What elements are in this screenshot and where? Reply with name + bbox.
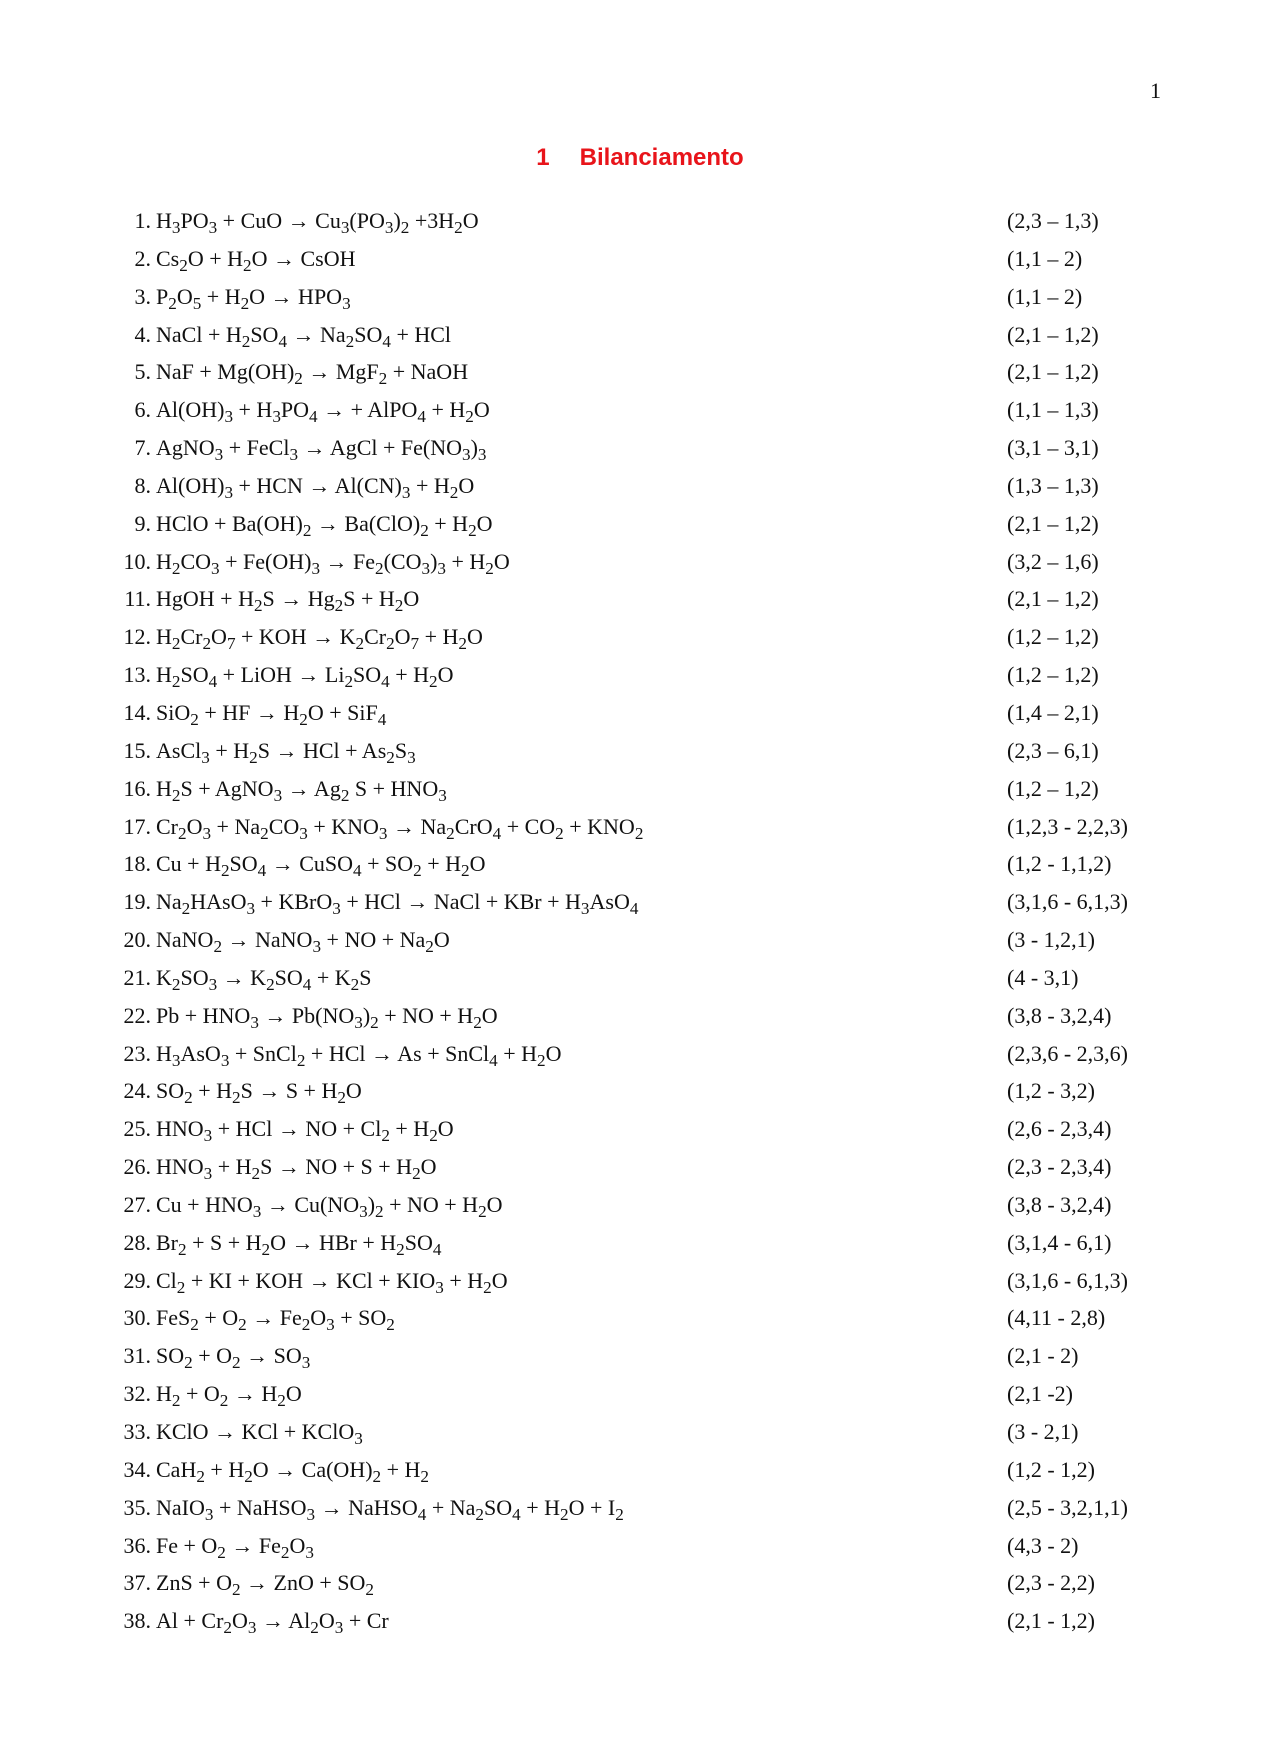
exercise-solution: (1,2 - 3,2) <box>1007 1078 1095 1104</box>
exercise-equation: $Fe + O_2 \to Fe_2O_3$ <box>156 1532 314 1562</box>
exercise-solution: (3 - 2,1) <box>1007 1419 1079 1444</box>
exercise-number: 33. <box>123 1419 151 1444</box>
exercise-solution: (2,3 - 2,2) <box>1007 1570 1095 1596</box>
exercise-solution: (1,2 – 1,2) <box>1007 624 1099 650</box>
exercise-number: 37. <box>123 1570 151 1596</box>
exercise-number: 23. <box>123 1040 151 1066</box>
exercise-equation: $SO_2 + O_2 \to SO_3$ <box>156 1343 311 1373</box>
exercise-solution: (1,4 – 2,1) <box>1007 699 1099 725</box>
exercise-solution: (3,1,6 - 6,1,3) <box>1007 1267 1128 1293</box>
exercise-number: 15. <box>123 737 151 763</box>
exercise-number: 30. <box>123 1305 151 1331</box>
exercise-row <box>0 1602 1280 1640</box>
exercise-solution: (1,2 - 1,2) <box>1007 1456 1095 1482</box>
section-heading <box>0 144 1280 172</box>
exercise-number: 10. <box>123 548 151 574</box>
exercise-equation: $K_2SO_3 \to K_2SO_4 + K_2S$ <box>156 964 372 994</box>
exercise-number: 16. <box>123 775 151 801</box>
exercise-row <box>0 278 1280 316</box>
exercise-solution: (3,1,6 - 6,1,3) <box>1007 889 1128 915</box>
exercise-solution: (2,1 – 1,2) <box>1007 586 1099 612</box>
exercise-number: 28. <box>123 1229 151 1255</box>
exercise-row <box>0 1110 1280 1148</box>
exercise-equation: NaCl + $H_2SO_4 \to Na_2SO_4$ + HCl <box>156 321 452 351</box>
exercise-solution: (3,8 - 3,2,4) <box>1007 1191 1112 1217</box>
exercise-equation: HgOH + $H_2S \to Hg_2S + H_2O$ <box>156 586 420 616</box>
exercise-row <box>0 1186 1280 1224</box>
exercise-solution: (3,8 - 3,2,4) <box>1007 1002 1112 1028</box>
exercise-number: 17. <box>123 813 151 839</box>
exercise-solution: (2,1 - 1,2) <box>1007 1608 1095 1634</box>
exercise-row <box>0 202 1280 240</box>
exercise-number: 4. <box>134 321 151 347</box>
exercise-number: 5. <box>134 359 151 385</box>
exercise-number: 8. <box>134 472 151 498</box>
section-number: 1 <box>536 144 550 171</box>
exercise-row <box>0 732 1280 770</box>
exercise-row <box>0 391 1280 429</box>
exercise-solution: (1,1 – 1,3) <box>1007 397 1099 423</box>
exercise-equation: $HNO_3$ + HCl → NO + $Cl_2 + H_2O$ <box>156 1116 454 1146</box>
exercise-solution: (1,2 - 1,1,2) <box>1007 851 1112 877</box>
exercise-solution: (1,2,3 - 2,2,3) <box>1007 813 1128 839</box>
exercise-row <box>0 808 1280 846</box>
exercise-equation: AsCl$_3$ + $H_2S$ → HCl + $As_2S_3$ <box>156 737 416 767</box>
exercise-equation: $H_2CO_3 + Fe(OH)_3 \to Fe_2(CO_3)_3 + H_2O$ <box>156 548 510 578</box>
exercise-number: 32. <box>123 1381 151 1407</box>
exercise-row <box>0 467 1280 505</box>
exercise-equation: $P_2O_5 + H_2O \to HPO_3$ <box>156 283 351 313</box>
exercise-row <box>0 921 1280 959</box>
exercise-number: 7. <box>134 435 151 461</box>
exercise-equation: $Pb + HNO_3 \to Pb(NO_3)_2$ + NO + $H_2O$ <box>156 1002 498 1032</box>
exercise-number: 19. <box>123 889 151 915</box>
exercise-list <box>0 202 1280 1640</box>
exercise-equation: $Br_2 + S + H_2O$ → HBr + $H_2SO_4$ <box>156 1229 442 1259</box>
exercise-equation: $H_3PO_3$ + CuO → $Cu_3(PO_3)_2 +3H_2O$ <box>156 208 479 237</box>
exercise-equation: $Al(OH)_3 + H_3PO_4$ → + AlPO$_4$ + $H_2O$ <box>156 397 490 427</box>
exercise-number: 6. <box>134 397 151 423</box>
exercise-number: 36. <box>123 1532 151 1558</box>
exercise-solution: (4 - 3,1) <box>1007 964 1079 990</box>
exercise-row <box>0 429 1280 467</box>
exercise-equation: $H_2SO_4$ + LiOH → $Li_2SO_4 + H_2O$ <box>156 662 454 691</box>
exercise-row <box>0 845 1280 883</box>
exercise-solution: (2,5 - 3,2,1,1) <box>1007 1494 1128 1520</box>
exercise-row <box>0 1564 1280 1602</box>
exercise-equation: $Cl_2$ + KI + KOH → KCl + $KIO_3 + H_2O$ <box>156 1267 508 1297</box>
exercise-equation: $HNO_3 + H_2S$ → NO + $S + H_2O$ <box>156 1154 437 1183</box>
exercise-number: 18. <box>123 851 151 877</box>
exercise-equation: $H_2S$ + AgNO$_3$ → $Ag_2$ $S + HNO_3$ <box>156 775 447 805</box>
exercise-number: 34. <box>123 1456 151 1482</box>
exercise-row <box>0 656 1280 694</box>
exercise-solution: (2,3,6 - 2,3,6) <box>1007 1040 1128 1066</box>
exercise-equation: $H_2 + O_2 \to H_2O$ <box>156 1381 302 1410</box>
exercise-number: 24. <box>123 1078 151 1104</box>
exercise-number: 21. <box>123 964 151 990</box>
exercise-equation: $SO_2 + H_2S \to S + H_2O$ <box>156 1078 362 1108</box>
exercise-number: 29. <box>123 1267 151 1293</box>
exercise-row <box>0 580 1280 618</box>
exercise-number: 14. <box>123 699 151 725</box>
exercise-row <box>0 618 1280 656</box>
exercise-equation: $H_3AsO_3$ + SnCl$_2$ + HCl → As + SnCl$_4$ + $H_2O$ <box>156 1040 562 1070</box>
exercise-row <box>0 959 1280 997</box>
exercise-row <box>0 1262 1280 1300</box>
exercise-row <box>0 883 1280 921</box>
exercise-equation: SiO$_2$ + HF → $H_2O + SiF_4$ <box>156 699 387 729</box>
exercise-row <box>0 1489 1280 1527</box>
section-title: Bilanciamento <box>579 144 744 171</box>
exercise-row <box>0 770 1280 808</box>
exercise-row <box>0 1527 1280 1565</box>
exercise-equation: $CaH_2 + H_2O \to Ca(OH)_2 + H_2$ <box>156 1456 429 1486</box>
exercise-row <box>0 353 1280 391</box>
exercise-row <box>0 543 1280 581</box>
exercise-solution: (2,3 - 2,3,4) <box>1007 1154 1112 1180</box>
exercise-row <box>0 1299 1280 1337</box>
exercise-equation: KClO → KCl + KClO$_3$ <box>156 1419 363 1448</box>
exercise-number: 22. <box>123 1002 151 1028</box>
exercise-row <box>0 1337 1280 1375</box>
exercise-solution: (1,2 – 1,2) <box>1007 775 1099 801</box>
exercise-solution: (2,1 – 1,2) <box>1007 510 1099 536</box>
exercise-equation: NaF + $Mg(OH)_2 \to MgF_2$ + NaOH <box>156 359 469 389</box>
exercise-row <box>0 1451 1280 1489</box>
exercise-row <box>0 1375 1280 1413</box>
exercise-solution: (2,6 - 2,3,4) <box>1007 1116 1112 1142</box>
exercise-solution: (3 - 1,2,1) <box>1007 927 1095 953</box>
exercise-solution: (3,2 – 1,6) <box>1007 548 1099 574</box>
exercise-number: 3. <box>134 283 151 309</box>
exercise-number: 31. <box>123 1343 151 1369</box>
exercise-row <box>0 1413 1280 1451</box>
exercise-equation: $FeS_2 + O_2 \to Fe_2O_3 + SO_2$ <box>156 1305 395 1335</box>
exercise-solution: (1,3 – 1,3) <box>1007 472 1099 498</box>
exercise-row <box>0 1148 1280 1186</box>
exercise-equation: HClO + $Ba(OH)_2 \to Ba(ClO)_2 + H_2O$ <box>156 510 493 540</box>
exercise-equation: $Al + Cr_2O_3 \to Al_2O_3 + Cr$ <box>156 1608 389 1638</box>
exercise-number: 9. <box>134 510 151 536</box>
exercise-row <box>0 1072 1280 1110</box>
exercise-row <box>0 505 1280 543</box>
exercise-solution: (1,1 – 2) <box>1007 245 1083 271</box>
exercise-equation: $Cs_2O + H_2O$ → CsOH <box>156 245 356 275</box>
exercise-number: 11. <box>124 586 151 612</box>
exercise-solution: (2,1 -2) <box>1007 1381 1073 1407</box>
exercise-number: 2. <box>134 245 151 271</box>
exercise-number: 20. <box>123 927 151 953</box>
exercise-equation: $Cr_2O_3 + Na_2CO_3 + KNO_3 \to Na_2CrO_4 + CO_2 + KNO_2$ <box>156 813 644 843</box>
exercise-equation: ZnS + $O_2$ → ZnO + $SO_2$ <box>156 1570 374 1600</box>
exercise-solution: (1,1 – 2) <box>1007 283 1083 309</box>
exercise-solution: (4,3 - 2) <box>1007 1532 1079 1558</box>
exercise-equation: $Cu + HNO_3 \to Cu(NO_3)_2$ + NO + $H_2O$ <box>156 1191 503 1221</box>
exercise-equation: $Cu + H_2SO_4$ → CuSO$_4$ + $SO_2 + H_2O$ <box>156 851 486 881</box>
exercise-solution: (2,3 – 1,3) <box>1007 208 1099 233</box>
exercise-row <box>0 694 1280 732</box>
exercise-number: 26. <box>123 1154 151 1180</box>
exercise-number: 12. <box>123 624 151 650</box>
exercise-equation: $Na_2HAsO_3$ + KBrO$_3$ + HCl → NaCl + KBr + $H_3AsO_4$ <box>156 889 639 918</box>
exercise-solution: (4,11 - 2,8) <box>1007 1305 1106 1331</box>
exercise-equation: $H_2Cr_2O_7$ + KOH → $K_2Cr_2O_7 + H_2O$ <box>156 624 483 654</box>
exercise-row <box>0 240 1280 278</box>
exercise-row <box>0 1035 1280 1073</box>
exercise-solution: (3,1 – 3,1) <box>1007 435 1099 461</box>
exercise-number: 27. <box>123 1191 151 1217</box>
page-number: 1 <box>1150 78 1161 103</box>
exercise-equation: NaIO$_3$ + NaHSO$_3$ → NaHSO$_4$ + $Na_2SO_4 + H_2O + I_2$ <box>156 1494 624 1524</box>
exercise-number: 25. <box>123 1116 151 1142</box>
exercise-solution: (1,2 – 1,2) <box>1007 662 1099 688</box>
exercise-solution: (2,1 – 1,2) <box>1007 321 1099 347</box>
exercise-solution: (3,1,4 - 6,1) <box>1007 1229 1112 1255</box>
exercise-number: 35. <box>123 1494 151 1520</box>
exercise-number: 1. <box>134 208 151 233</box>
exercise-number: 38. <box>123 1608 151 1634</box>
exercise-row <box>0 997 1280 1035</box>
exercise-row <box>0 1224 1280 1262</box>
exercise-equation: $Al(OH)_3$ + HCN → $Al(CN)_3 + H_2O$ <box>156 472 475 502</box>
exercise-number: 13. <box>123 662 151 688</box>
exercise-solution: (2,1 - 2) <box>1007 1343 1079 1369</box>
exercise-equation: AgNO$_3$ + FeCl$_3$ → AgCl + $Fe(NO_3)_3$ <box>156 435 487 464</box>
exercise-row <box>0 316 1280 354</box>
exercise-solution: (2,1 – 1,2) <box>1007 359 1099 385</box>
exercise-equation: NaNO$_2$ → NaNO$_3$ + NO + $Na_2O$ <box>156 927 450 956</box>
exercise-solution: (2,3 – 6,1) <box>1007 737 1099 763</box>
